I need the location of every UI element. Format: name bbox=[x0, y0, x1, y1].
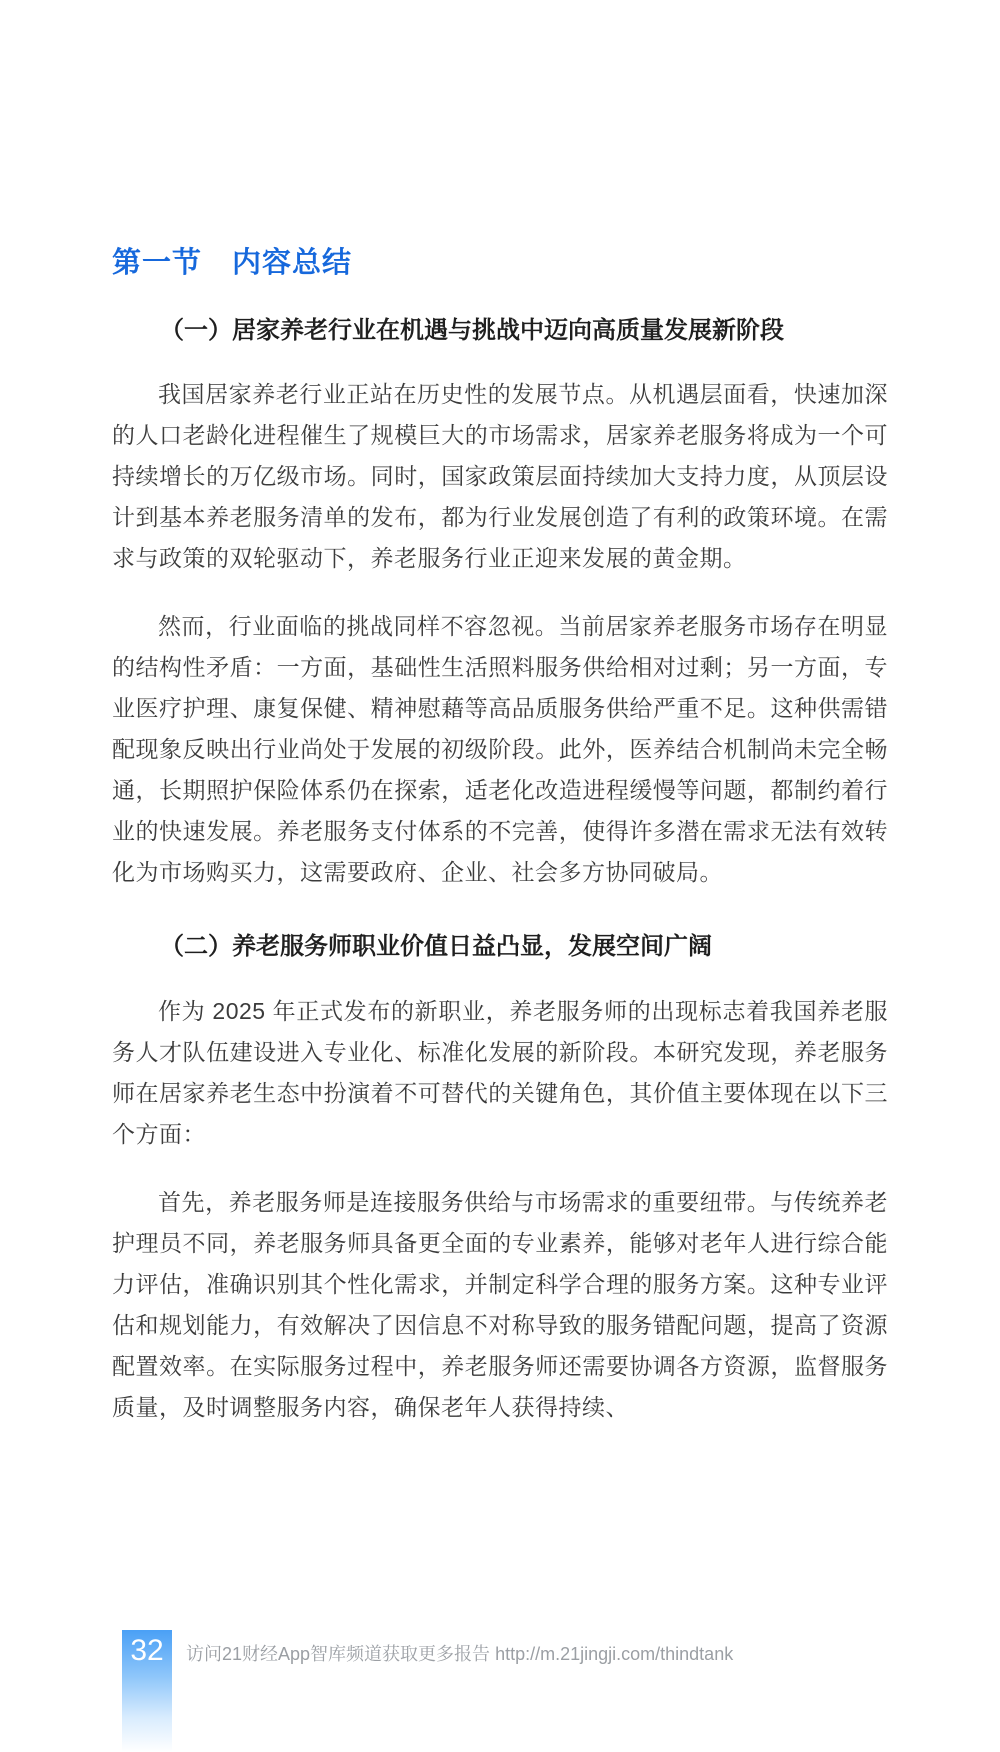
paragraph: 首先，养老服务师是连接服务供给与市场需求的重要纽带。与传统养老护理员不同，养老服务师具备更全面的专业素养，能够对老年人进行综合能力评估，准确识别其个性化需求，并制定科学合理的服务方案。这种专业评估和规划能力，有效解决了因信息不对称导致的服务错配问题，提高了资源配置效率。在实际服务过程中，养老服务师还需要协调各方资源，监督服务质量，及时调整服务内容，确保老年人获得持续、 bbox=[112, 1188, 888, 1420]
page-footer bbox=[0, 1630, 1000, 1752]
paragraph: 我国居家养老行业正站在历史性的发展节点。从机遇层面看，快速加深的人口老龄化进程催生了规模巨大的市场需求，居家养老服务将成为一个可持续增长的万亿级市场。同时，国家政策层面持续加大支持力度，从顶层设计到基本养老服务清单的发布，都为行业发展创造了有利的政策环境。在需求与政策的双轮驱动下，养老服务行业正迎来发展的黄金期。 bbox=[112, 381, 888, 572]
section-career-value bbox=[112, 931, 888, 1427]
section-heading: （一）居家养老行业在机遇与挑战中迈向高质量发展新阶段 bbox=[160, 316, 784, 344]
section-opportunities bbox=[112, 315, 888, 893]
page-number-bar bbox=[122, 1630, 172, 1752]
chapter-title: 第一节 内容总结 bbox=[112, 247, 353, 279]
footer-note-text: 访问21财经App智库频道获取更多报告 bbox=[186, 1644, 491, 1664]
footer-note bbox=[186, 1640, 733, 1666]
footer-url[interactable]: http://m.21jingji.com/thindtank bbox=[495, 1644, 734, 1664]
paragraph: 然而，行业面临的挑战同样不容忽视。当前居家养老服务市场存在明显的结构性矛盾：一方面，基础性生活照料服务供给相对过剩；另一方面，专业医疗护理、康复保健、精神慰藉等高品质服务供给严重不足。这种供需错配现象反映出行业尚处于发展的初级阶段。此外，医养结合机制尚未完全畅通，长期照护保险体系仍在探索，适老化改造进程缓慢等问题，都制约着行业的快速发展。养老服务支付体系的不完善，使得许多潜在需求无法有效转化为市场购买力，这需要政府、企业、社会多方协同破局。 bbox=[112, 613, 888, 886]
section-heading: （二）养老服务师职业价值日益凸显，发展空间广阔 bbox=[160, 933, 712, 961]
page-number: 32 bbox=[130, 1634, 164, 1667]
page-content bbox=[112, 0, 888, 1428]
paragraph: 作为 2025 年正式发布的新职业，养老服务师的出现标志着我国养老服务人才队伍建设进入专业化、标准化发展的新阶段。本研究发现，养老服务师在居家养老生态中扮演着不可替代的关键角色，其价值主要体现在以下三个方面： bbox=[112, 997, 888, 1147]
